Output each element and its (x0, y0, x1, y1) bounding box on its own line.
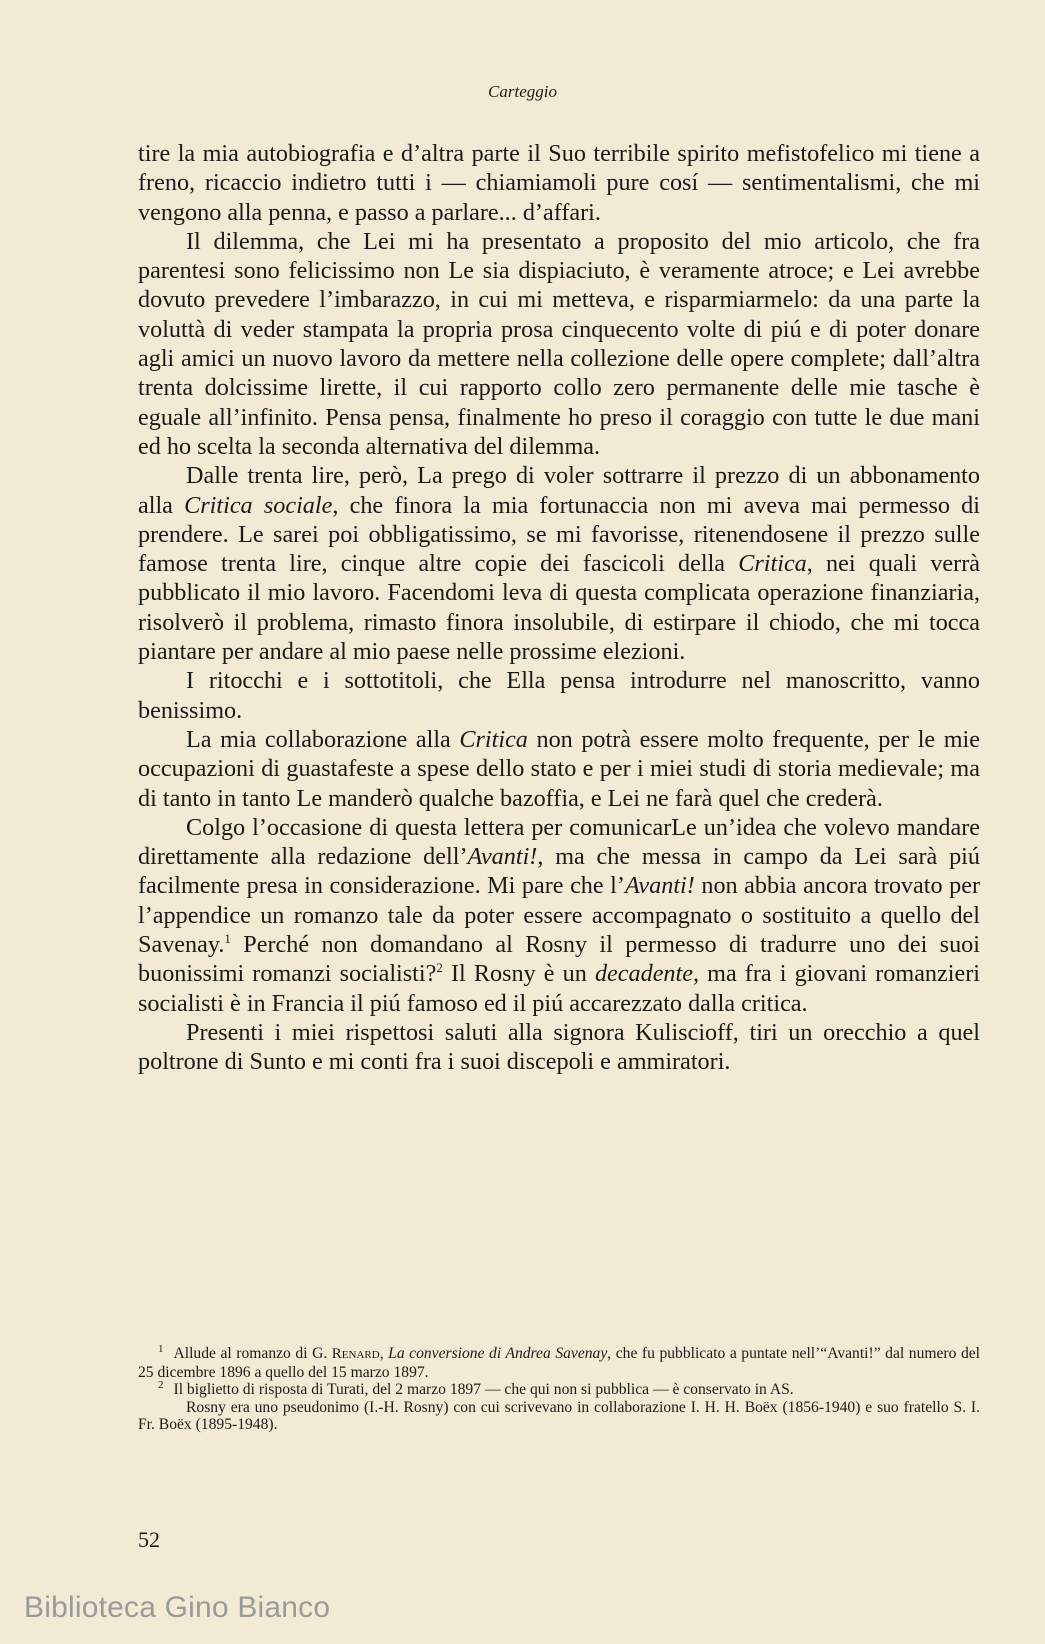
novel-title: La conversione di Andrea Savenay (388, 1345, 608, 1362)
running-head: Carteggio (488, 82, 557, 101)
paragraph-7: Presenti i miei rispettosi saluti alla signora Kuliscioff, tiri un orecchio a quel poltrone di Sunto e mi conti fra i suoi discepoli e ammiratori. (138, 1018, 980, 1076)
paragraph-1: tire la mia autobiografia e d’altra parte il Suo terribile spirito mefistofelico mi tiene a freno, ricaccio indietro tutti i — chiamiamoli pure cosí — sentimentalismi, che mi vengono alla penna, e passo a parlare... d’affari. (138, 140, 980, 226)
paragraph-5: La mia collaborazione alla Critica non potrà essere molto frequente, per le mie occupazioni di guastafeste a spese dello stato e per i miei studi di storia medievale; ma di tanto in tanto Le manderò qualche bazoffia, e Lei ne farà quel che crederà. (138, 725, 980, 812)
emphasis: decadente (594, 960, 693, 988)
footnote-ref-1: 1 (224, 930, 231, 946)
page-number: 52 (138, 1527, 160, 1552)
paragraph-6: Colgo l’occasione di questa lettera per comunicarLe un’idea che volevo mandare direttamente alla redazione dell’Avanti!, ma che messa in campo da Lei sarà piú facilmente presa in considerazione. Mi pare che l’Avanti! non abbia ancora trovato per l’appendice un romanzo tale da poter essere accompagnato o sostituito a quello del Savenay.$^1$ Perché non domandano al Rosny il permesso di tradurre uno dei suoi buonissimi romanzi socialisti?$^2$ Il Rosny è un decadente, ma fra i giovani romanzieri socialisti è in Francia il piú famoso ed il piú accarezzato dalla critica. (138, 813, 980, 1017)
journal-title: Critica sociale (184, 491, 333, 519)
footnote-1: $^1$ Allude al romanzo di G. Renard, La conversione di Andrea Savenay, che fu pubblicato a puntate nell’“Avanti!” dal numero del 25 dicembre 1896 a quello del 15 marzo 1897. (138, 1342, 981, 1381)
paragraph-2: Il dilemma, che Lei mi ha presentato a proposito del mio articolo, che fra parentesi sono felicissimo non Le sia dispiaciuto, è veramente atroce; e Lei avrebbe dovuto prevedere l’imbarazzo, in cui mi metteva, e risparmiarmelo: da una parte la voluttà di veder stampata la propria prosa cinquecento volte di piú e di poter donare agli amici un nuovo lavoro da mettere nella collezione delle opere complete; dall’altra trenta dolcissime lirette, il cui rapporto collo zero permanente delle mie tasche è eguale all’infinito. Pensa pensa, finalmente ho preso il coraggio con tutte le due mani ed ho scelta la seconda alternativa del dilemma. (138, 227, 980, 460)
paragraph-4: I ritocchi e i sottotitoli, che Ella pensa introdurre nel manoscritto, vanno benissimo. (138, 667, 980, 724)
journal-title: Critica (459, 725, 528, 753)
journal-title: Critica (738, 550, 807, 578)
letter-body (138, 139, 980, 1077)
newspaper-title: Avanti! (467, 843, 538, 871)
newspaper-title: Avanti! (624, 872, 695, 900)
paragraph-3: Dalle trenta lire, però, La prego di voler sottrarre il prezzo di un abbonamento alla Critica sociale, che finora la mia fortunaccia non mi aveva mai permesso di prendere. Le sarei poi obbligatissimo, se mi favorisse, ritenendosene il prezzo sulle famose trenta lire, cinque altre copie dei fascicoli della Critica, nei quali verrà pubblicato il mio lavoro. Facendomi leva di questa complicata operazione finanziaria, risolverò il problema, rimasto finora insolubile, di estirpare il chiodo, che mi tocca piantare per andare al mio paese nelle prossime elezioni. (138, 462, 980, 666)
footnote-2: $^2$ Il biglietto di risposta di Turati, del 2 marzo 1897 — che qui non si pubblica — è conservato in AS. (158, 1379, 794, 1399)
library-watermark: Biblioteca Gino Bianco (24, 1591, 331, 1624)
footnote-ref-2: 2 (436, 960, 443, 976)
footnote-2-continued: Rosny era uno pseudonimo (I.-H. Rosny) con cui scrivevano in collaborazione I. H. H. Boëx (1856-1940) e suo fratello S. I. Fr. Boëx (1895-1948). (138, 1398, 980, 1434)
author-name: Renard (331, 1346, 380, 1362)
footnotes (138, 1342, 981, 1434)
